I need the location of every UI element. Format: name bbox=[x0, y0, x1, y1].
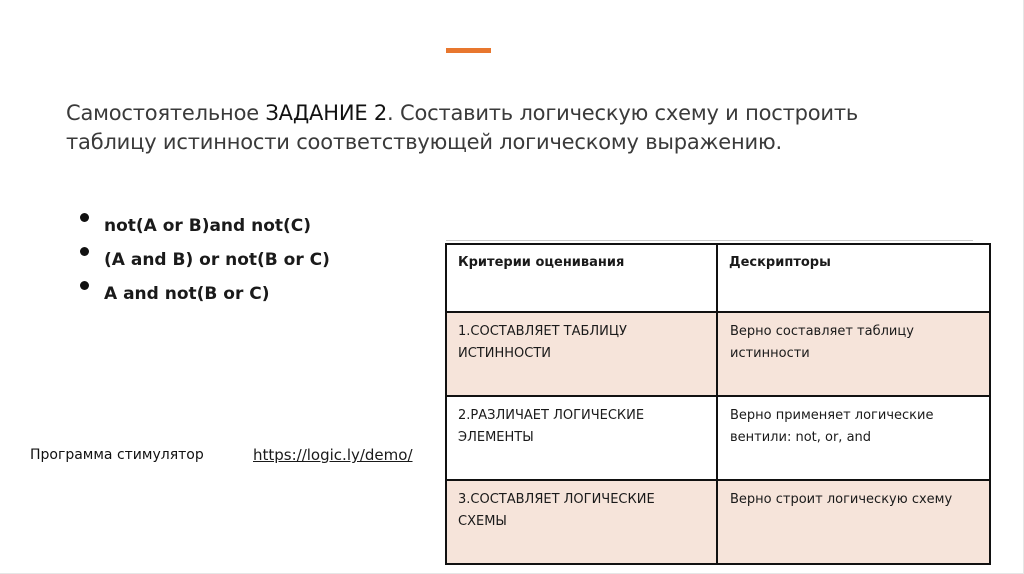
criterion-cell bbox=[446, 480, 717, 564]
slide-title bbox=[66, 99, 936, 157]
title-task-number: ЗАДАНИЕ 2 bbox=[265, 101, 388, 125]
table-divider bbox=[446, 240, 973, 241]
title-prefix: Самостоятельное bbox=[66, 101, 266, 125]
criterion-cell bbox=[446, 396, 717, 480]
criterion-text: 1.СОСТАВЛЯЕТ ТАБЛИЦУ ИСТИННОСТИ bbox=[458, 324, 627, 361]
table-row bbox=[446, 312, 990, 396]
descriptor-cell bbox=[717, 396, 990, 480]
bullet-dot-icon bbox=[80, 213, 89, 222]
header-label: Дескрипторы bbox=[729, 255, 831, 270]
descriptor-cell bbox=[717, 312, 990, 396]
table-row bbox=[446, 480, 990, 564]
table-row bbox=[446, 396, 990, 480]
criterion-text: 2.РАЗЛИЧАЕТ ЛОГИЧЕСКИЕ ЭЛЕМЕНТЫ bbox=[458, 408, 645, 445]
accent-bar bbox=[446, 48, 491, 53]
descriptor-text: Верно применяет логические вентили: not, or, and bbox=[730, 408, 934, 445]
descriptor-cell bbox=[717, 480, 990, 564]
criterion-cell bbox=[446, 312, 717, 396]
descriptor-text: Верно строит логическую схему bbox=[730, 492, 953, 507]
expression-text: A and not(B or C) bbox=[104, 284, 270, 304]
criteria-table bbox=[445, 243, 991, 565]
expression-text: not(A or B)and not(C) bbox=[104, 216, 312, 236]
criterion-text: 3.СОСТАВЛЯЕТ ЛОГИЧЕСКИЕ СХЕМЫ bbox=[458, 492, 655, 529]
header-cell-descriptors bbox=[717, 244, 990, 312]
title-rest: . Составить логическую схему и построить таблицу истинности соответствующей логическому выражению. bbox=[66, 101, 859, 154]
bullet-dot-icon bbox=[80, 247, 89, 256]
expression-item bbox=[78, 277, 330, 311]
expression-item bbox=[78, 209, 330, 243]
simulator-link[interactable]: https://logic.ly/demo/ bbox=[253, 446, 413, 464]
table-header-row bbox=[446, 244, 990, 312]
header-label: Критерии оценивания bbox=[458, 255, 625, 270]
descriptor-text: Верно составляет таблицу истинности bbox=[730, 324, 914, 361]
bullet-dot-icon bbox=[80, 281, 89, 290]
expression-text: (A and B) or not(B or C) bbox=[104, 250, 330, 270]
expression-list bbox=[78, 209, 330, 311]
expression-item bbox=[78, 243, 330, 277]
simulator-label: Программа стимулятор bbox=[30, 447, 204, 463]
header-cell-criteria bbox=[446, 244, 717, 312]
